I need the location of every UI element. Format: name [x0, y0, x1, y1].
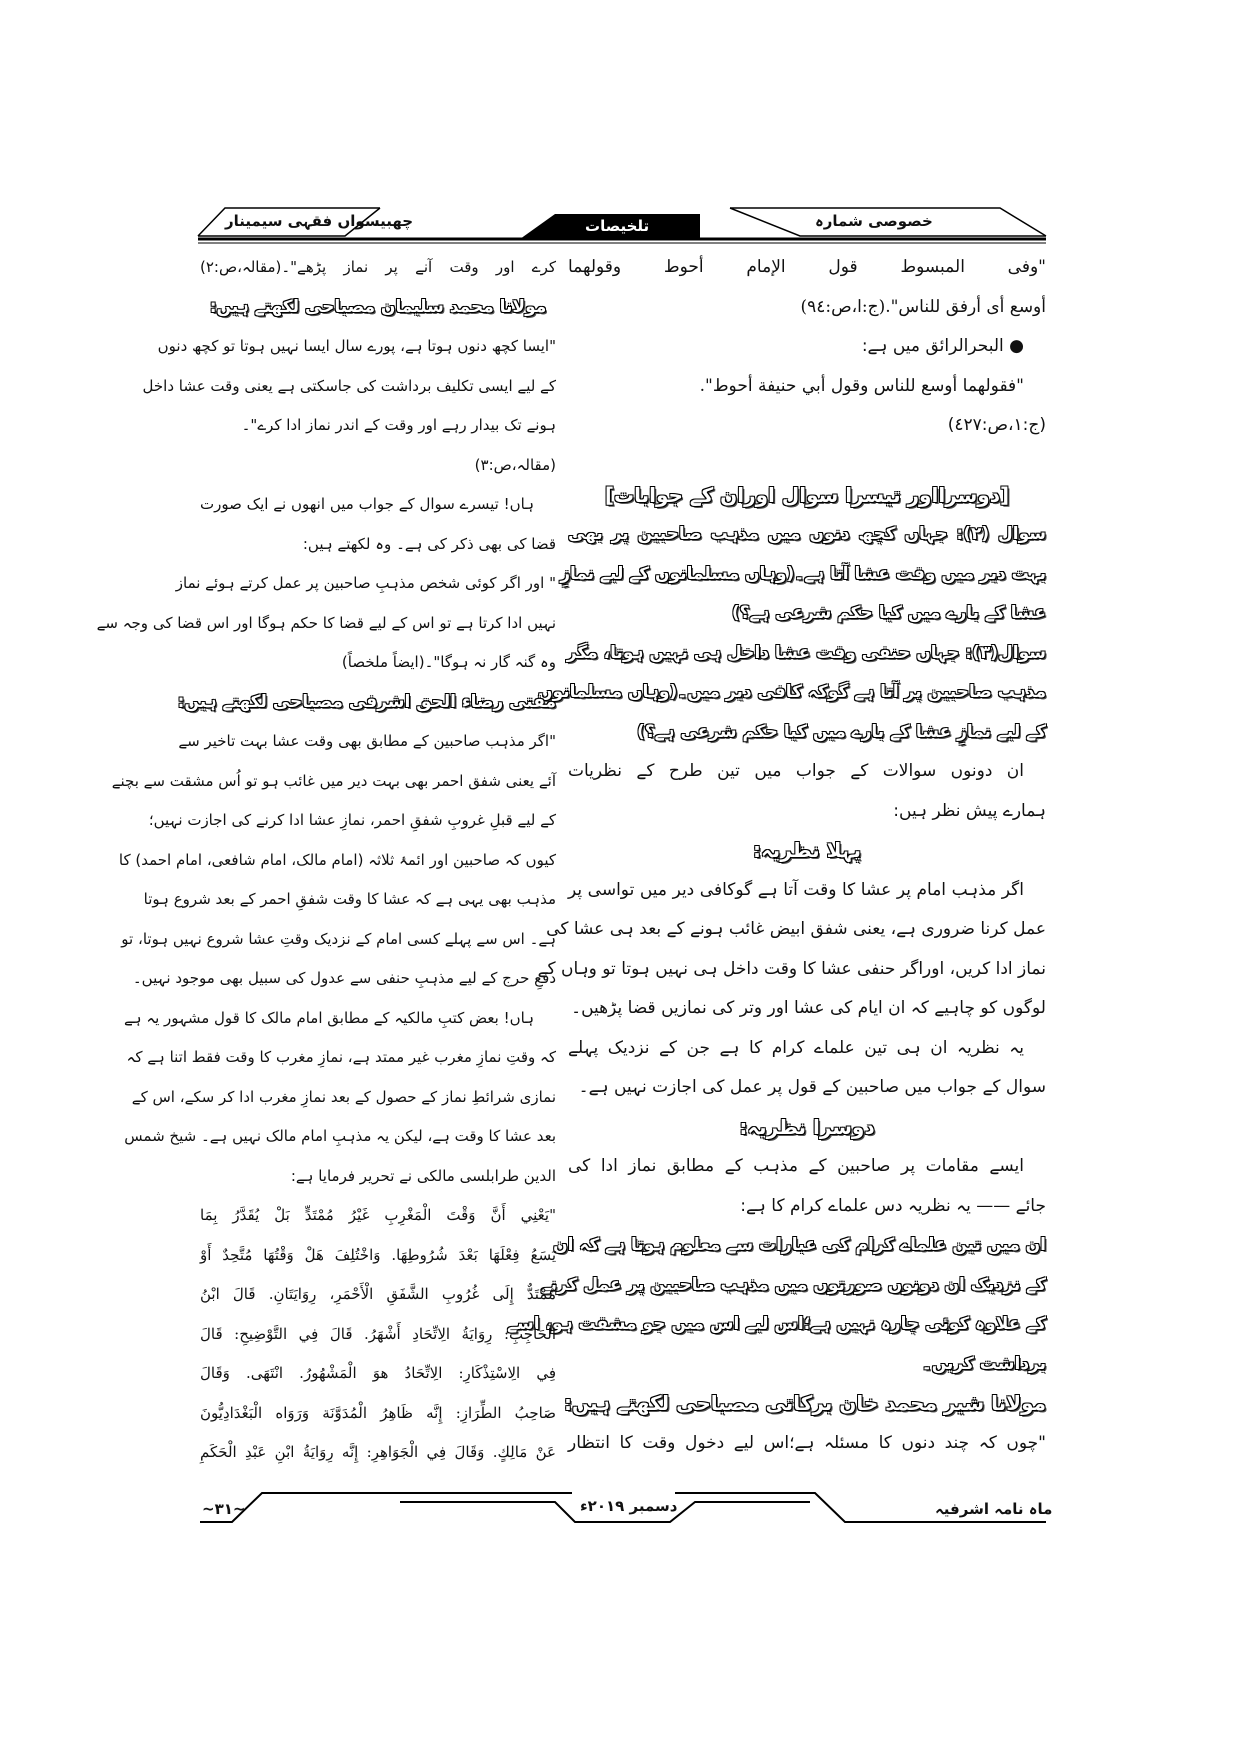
text-line: کے علاوہ کوئی چارہ نہیں ہے؛اس لیے اس میں جو مشقت ہو، اسے — [507, 1314, 1046, 1334]
section-heading: مفتی رضاء الحق اشرفی مصباحی لکھتے ہیں: — [177, 691, 556, 712]
text-line: "فقولهما أوسع للناس وقول أبي حنيفة أحوط". — [699, 375, 1024, 396]
section-heading: [دوسرااور تیسرا سوال اوران کے جوابات] — [604, 482, 1010, 507]
left-column — [96, 248, 556, 1473]
text-line: قضا کی بھی ذکر کی ہے۔ وہ لکھتے ہیں: — [302, 534, 556, 553]
text-line: "اگر مذہب صاحبین کے مطابق بھی وقت عشا بہت تاخیر سے — [178, 732, 556, 750]
text-line: ہے۔ اس سے پہلے کسی امام کے نزدیک وقتِ عشا شروع نہیں ہوتا، تو — [121, 929, 556, 948]
text-line: أوسع أی أرفق للناس".(ج:ا،ص:٩٤) — [800, 296, 1046, 317]
text-line: ہونے تک بیدار رہے اور وقت کے اندر نماز ادا کرے"۔ — [241, 416, 556, 434]
text-line: ● البحرالرائق میں ہے: — [861, 336, 1024, 356]
section-heading: مولانا شیر محمد خان برکاتی مصباحی لکھتے ہیں: — [564, 1391, 1046, 1415]
text-line: بہت دیر میں وقت عشا آتا ہے۔(وہاں مسلمانوں کے لیے نمازِ — [560, 563, 1046, 584]
text-line: ان میں تین علماے کرام کی عبارات سے معلوم ہوتا ہے کہ ان — [553, 1235, 1046, 1255]
text-line: "ایسا کچھ دنوں ہوتا ہے، پورے سال ایسا نہیں ہوتا تو کچھ دنوں — [157, 337, 556, 355]
header-center-label: تلخیصات — [585, 217, 650, 235]
text-line: مُمْتَدٌّ إِلَى غُرُوبِ الشَّفَقِ الْأَحْمَرِ، رِوَايَتَانِ. قَالَ ابْنُ — [200, 1285, 556, 1303]
text-line: ان دونوں سوالات کے جواب میں تین طرح کے نظریات — [568, 761, 1024, 781]
text-line: عَنْ مَالِكٍ. وَقَالَ فِي الْجَوَاهِرِ: إِنَّه رِوَايَةُ ابْنِ عَبْدِ الْحَكَمِ — [200, 1443, 556, 1461]
text-line: کیوں کہ صاحبین اور ائمۂ ثلاثہ (امام مالک، امام شافعی، امام احمد) کا — [118, 850, 556, 869]
footer-date: دسمبر ۲۰۱۹ء — [580, 1497, 678, 1515]
text-line: مذہب بھی یہی ہے کہ عشا کا وقت شفقِ احمر کے بعد شروع ہوتا — [143, 890, 556, 908]
text-line: الدین طرابلسی مالکی نے تحریر فرمایا ہے: — [290, 1166, 556, 1185]
text-line: مذہب صاحبین پر آتا ہے گوکہ کافی دیر میں۔(وہاں مسلمانوں — [538, 682, 1046, 702]
text-line: سوال (۲): جہاں کچھ دنوں میں مذہب صاحبین پر بھی — [568, 524, 1046, 544]
text-line: عشا کے بارے میں کیا حکم شرعی ہے؟) — [731, 603, 1046, 623]
section-heading: مولانا محمد سلیمان مصباحی لکھتے ہیں: — [209, 296, 547, 317]
section-heading: پہلا نظریہ: — [752, 838, 862, 862]
text-line: عمل کرنا ضروری ہے، یعنی شفق ابیض غائب ہونے کے بعد ہی عشا کی — [546, 919, 1046, 939]
text-line: لوگوں کو چاہیے کہ ان ایام کی عشا اور وتر کی نمازیں قضا پڑھیں۔ — [571, 998, 1046, 1018]
header-right-label: خصوصی شمارہ — [815, 212, 933, 230]
text-line: نماز ادا کریں، اوراگر حنفی عشا کا وقت داخل ہی نہیں ہوتا تو وہاں کے — [537, 958, 1046, 979]
text-line: (مقالہ،ص:۳) — [474, 455, 556, 474]
text-line: کے لیے قبلِ غروبِ شفقِ احمر، نمازِ عشا ادا کرنے کی اجازت نہیں؛ — [148, 811, 556, 829]
text-line: کہ وقتِ نمازِ مغرب غیر ممتد ہے، نمازِ مغرب کا وقت فقط اتنا ہے کہ — [126, 1048, 556, 1066]
text-line: کے نزدیک ان دونوں صورتوں میں مذہب صاحبین پر عمل کرنے — [540, 1274, 1046, 1295]
text-line: کرے اور وقت آنے پر نماز پڑھے"۔(مقالہ،ص:۲) — [200, 258, 556, 276]
text-line: الْحَاجِبِ: رِوَايَةُ الِاتِّحَادِ أَشْهَرُ. قَالَ فِي التَّوْضِيحِ: قَالَ — [200, 1324, 556, 1343]
text-line: سوال کے جواب میں صاحبین کے قول پر عمل کی اجازت نہیں ہے۔ — [578, 1077, 1046, 1097]
text-line: ہاں! بعض کتبِ مالکیہ کے مطابق امام مالک کا قول مشہور یہ ہے — [123, 1008, 534, 1027]
text-line: کے لیے نمازِ عشا کے بارے میں کیا حکم شرعی ہے؟) — [636, 721, 1046, 742]
text-line: (ج:١،ص:٤٢٧) — [947, 415, 1046, 435]
text-line: دفعِ حرج کے لیے مذہبِ حنفی سے عدول کی سبیل بھی موجود نہیں۔ — [132, 969, 556, 987]
text-line: صَاحِبُ الطِّرَازِ: إِنَّه ظَاهِرُ الْمُدَوَّنَة وَرَوَاه الْبَغْدَادِيُّونَ — [200, 1403, 556, 1422]
text-line: برداشت کریں۔ — [921, 1353, 1046, 1374]
text-line: یہ نظریہ ان ہی تین علماے کرام کا ہے جن کے نزدیک پہلے — [568, 1037, 1024, 1058]
text-line: آئے یعنی شفق احمر بھی بہت دیر میں غائب ہو تو اُس مشقت سے بچنے — [111, 771, 556, 790]
text-line: جائے —— یہ نظریہ دس علماے کرام کا ہے: — [740, 1195, 1046, 1216]
text-line: " اور اگر کوئی شخص مذہبِ صاحبین پر عمل کرتے ہوئے نماز — [175, 574, 556, 592]
text-line: وہ گنہ گار نہ ہوگا"۔(ایضاً ملخصاً) — [341, 653, 556, 671]
section-heading: دوسرا نظریہ: — [739, 1114, 875, 1139]
text-line: "يَعْنِي أَنَّ وَقْتَ الْمَغْرِبِ غَيْرُ مُمْتَدٍّ بَلْ يُقَدَّرُ بِمَا — [200, 1206, 556, 1224]
text-line: بعد عشا کا وقت ہے، لیکن یہ مذہبِ امام مالک نہیں ہے۔ شیخ شمس — [124, 1127, 556, 1145]
text-line: ایسے مقامات پر صاحبین کے مذہب کے مطابق نماز ادا کی — [568, 1156, 1024, 1176]
text-line: يَسَعُ فِعْلَهَا بَعْدَ شُرُوطِهَا. وَاخْتُلِفَ هَلْ وَقْتُهَا مُتَّحِدٌ أَوْ — [200, 1245, 556, 1264]
text-line: سوال(۳): جہاں حنفی وقت عشا داخل ہی نہیں ہوتا، مگر — [566, 642, 1046, 663]
text-line: اگر مذہب امام پر عشا کا وقت آتا ہے گوکافی دیر میں تواسی پر — [568, 879, 1024, 900]
text-line: نہیں ادا کرتا ہے تو اس کے لیے قضا کا حکم ہوگا اور اس قضا کی وجہ سے — [96, 613, 556, 632]
header-rule — [198, 239, 1046, 243]
text-line: ہمارے پیش نظر ہیں: — [893, 800, 1046, 821]
text-line: ہاں! تیسرے سوال کے جواب میں انھوں نے ایک صورت — [200, 495, 534, 513]
text-line: کے لیے ایسی تکلیف برداشت کی جاسکتی ہے یعنی وقت عشا داخل — [142, 376, 556, 395]
text-line: "چوں کہ چند دنوں کا مسئلہ ہے؛اس لیے دخول وقت کا انتظار — [568, 1432, 1046, 1453]
text-line: "وفی المبسوط قول الإمام أحوط وقولهما — [568, 257, 1046, 277]
text-line: فِي الِاسْتِذْكَارِ: الِاتِّحَادُ هوَ الْمَشْهُورُ. انْتَهَى. وَقَالَ — [200, 1364, 556, 1382]
footer-magazine-name: ماہ نامہ اشرفیہ — [935, 1500, 1053, 1518]
footer-page-number: ~۳۱~ — [202, 1500, 246, 1518]
text-line: نمازی شرائطِ نماز کے حصول کے بعد نمازِ مغرب ادا کر سکے، اس کے — [131, 1087, 556, 1106]
header-left-label: چھبیسواں فقہی سیمینار — [225, 212, 414, 230]
